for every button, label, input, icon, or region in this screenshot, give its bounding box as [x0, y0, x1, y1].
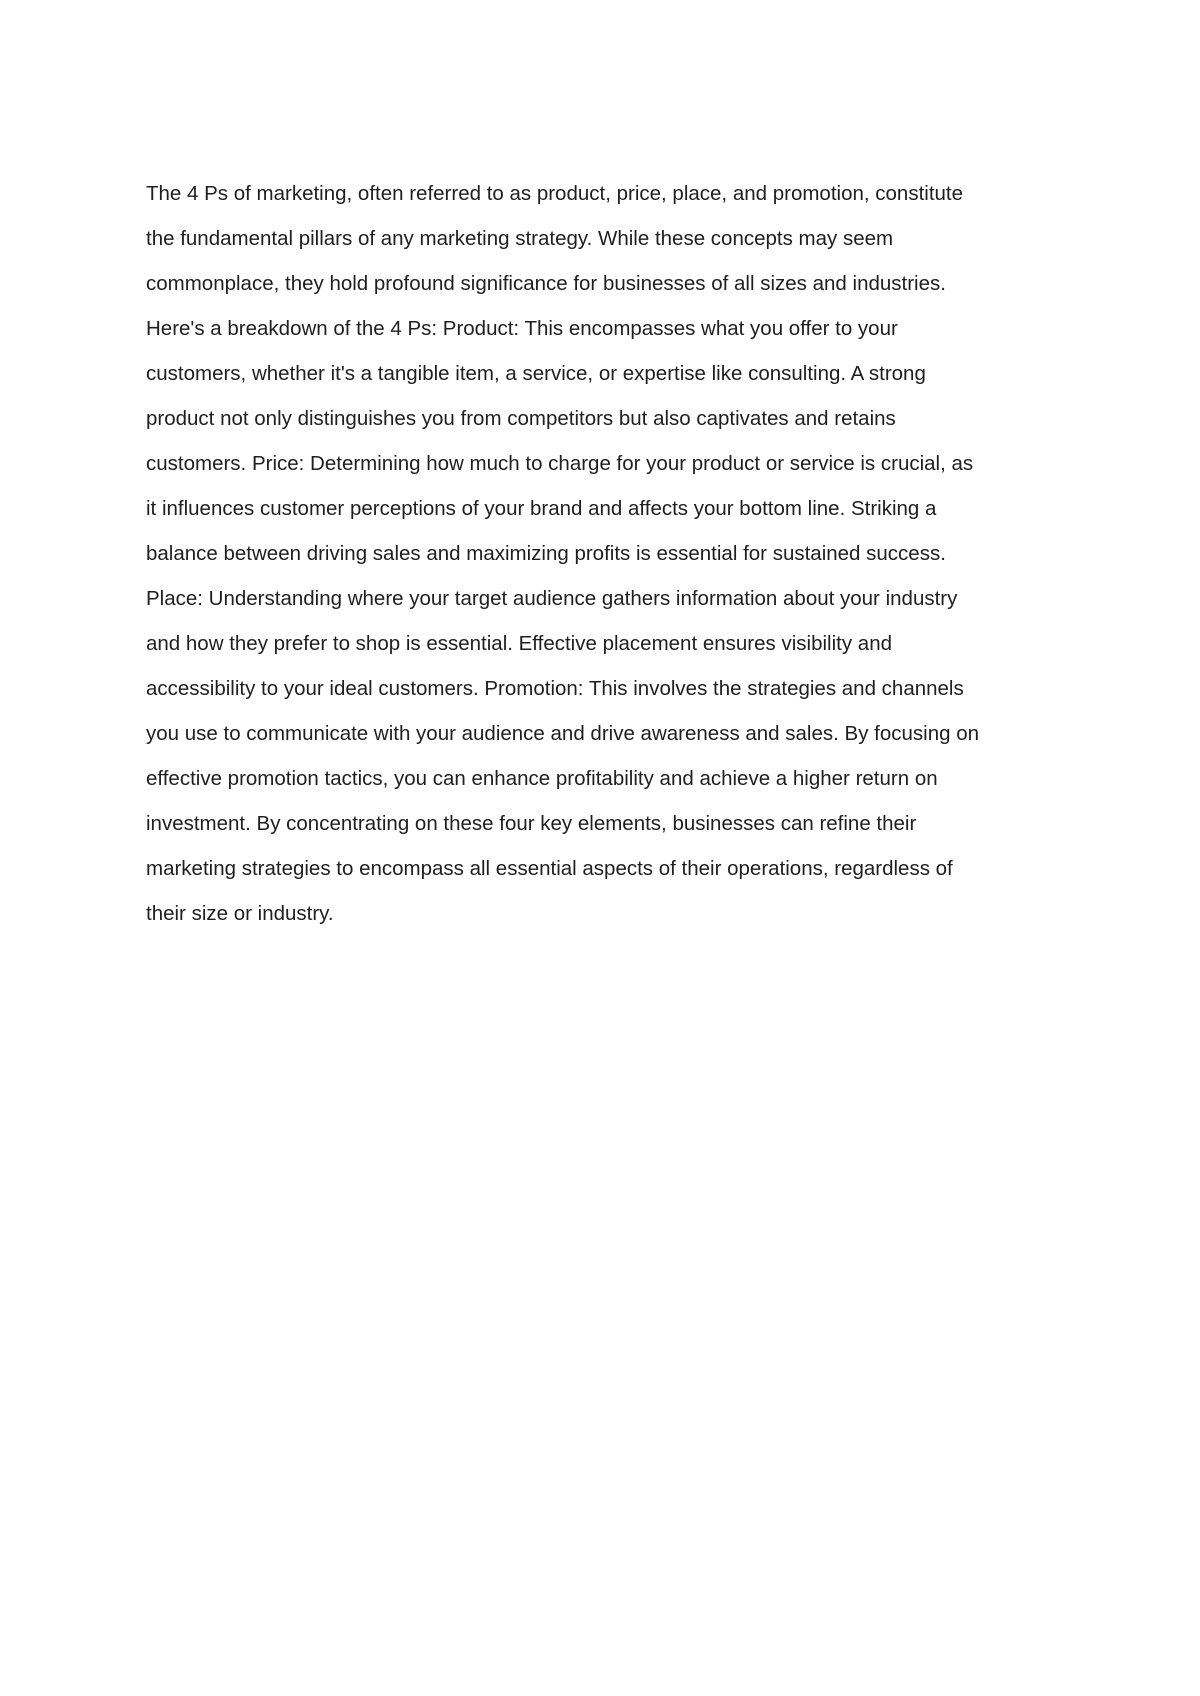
paragraph-line: commonplace, they hold profound significance for businesses of all sizes and industries.: [146, 272, 946, 295]
paragraph-line: marketing strategies to encompass all essential aspects of their operations, regardless of: [146, 857, 953, 880]
paragraph-line: customers. Price: Determining how much to charge for your product or service is crucial, as: [146, 452, 974, 475]
paragraph-line: the fundamental pillars of any marketing strategy. While these concepts may seem: [146, 227, 894, 250]
paragraph-line: accessibility to your ideal customers. Promotion: This involves the strategies and channels: [146, 677, 964, 700]
paragraph-line: it influences customer perceptions of your brand and affects your bottom line. Striking a: [146, 497, 937, 520]
body-paragraph: [146, 171, 1086, 936]
paragraph-line: product not only distinguishes you from competitors but also captivates and retains: [146, 407, 896, 430]
paragraph-line: balance between driving sales and maximizing profits is essential for sustained success.: [146, 542, 946, 565]
paragraph-line: effective promotion tactics, you can enhance profitability and achieve a higher return on: [146, 767, 938, 790]
paragraph-line: their size or industry.: [146, 902, 334, 925]
paragraph-line: customers, whether it's a tangible item, a service, or expertise like consulting. A strong: [146, 362, 926, 385]
paragraph-line: Place: Understanding where your target audience gathers information about your industry: [146, 587, 958, 610]
paragraph-line: Here's a breakdown of the 4 Ps: Product: This encompasses what you offer to your: [146, 317, 898, 340]
paragraph-line: you use to communicate with your audience and drive awareness and sales. By focusing on: [146, 722, 980, 745]
paragraph-line: and how they prefer to shop is essential. Effective placement ensures visibility and: [146, 632, 892, 655]
paragraph-line: investment. By concentrating on these four key elements, businesses can refine their: [146, 812, 917, 835]
paragraph-line: The 4 Ps of marketing, often referred to as product, price, place, and promotion, constitute: [146, 182, 964, 205]
